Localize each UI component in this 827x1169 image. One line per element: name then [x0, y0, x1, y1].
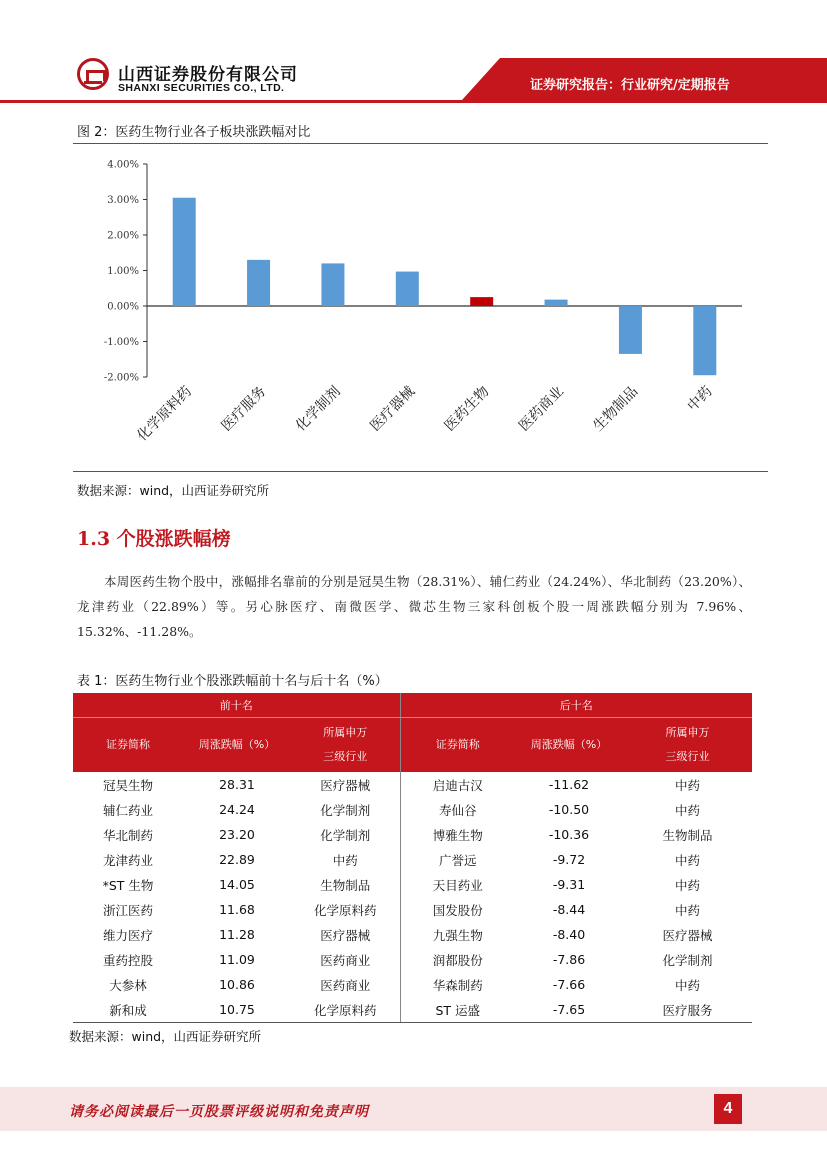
x-tick-label: 化学原料药 — [134, 383, 196, 445]
top-industry: 医疗器械 — [291, 922, 400, 947]
col-header-industry-line2: 三级行业 — [323, 750, 368, 763]
table-row — [73, 847, 752, 872]
top-industry: 化学原料药 — [291, 997, 400, 1023]
bottom-change: -10.36 — [548, 827, 590, 842]
col-header-industry-line2: 三级行业 — [665, 750, 710, 763]
disclaimer-notice: 请务必阅读最后一页股票评级说明和免责声明 — [69, 1104, 369, 1120]
bottom-name: 华森制药 — [432, 977, 483, 993]
figure-title: 图 2：医药生物行业各子板块涨跌幅对比 — [77, 125, 311, 140]
group-header-bottom: 后十名 — [400, 693, 752, 718]
table-row — [73, 922, 752, 947]
y-tick-label: 0.00% — [107, 301, 139, 313]
bottom-change: -9.31 — [552, 877, 586, 892]
bar — [693, 306, 716, 375]
top-change: 10.86 — [219, 977, 255, 992]
page-number: 4 — [714, 1094, 742, 1124]
table-row — [73, 997, 752, 1023]
top-change: 28.31 — [219, 777, 255, 792]
y-tick-label: -2.00% — [103, 372, 139, 384]
table-row — [73, 972, 752, 997]
top-change: 23.20 — [219, 827, 255, 842]
top-name: 大参林 — [109, 977, 147, 993]
top-change: 11.68 — [219, 902, 255, 917]
bottom-change: -10.50 — [548, 802, 590, 817]
figure-top-rule — [73, 143, 768, 144]
bottom-name: 博雅生物 — [432, 827, 483, 843]
top-industry: 化学制剂 — [291, 797, 400, 822]
top-name: 维力医疗 — [102, 927, 153, 943]
bottom-industry: 生物制品 — [662, 827, 713, 843]
bottom-change: -7.86 — [552, 952, 586, 967]
bottom-industry: 中药 — [674, 977, 700, 993]
bottom-change: -11.62 — [548, 777, 590, 792]
x-tick-label: 中药 — [684, 383, 716, 415]
col-header-industry-bottom — [623, 718, 752, 773]
y-tick-label: 3.00% — [107, 195, 139, 206]
table-row — [73, 772, 752, 797]
table-row — [73, 822, 752, 847]
company-name-en: SHANXI SECURITIES CO., LTD. — [118, 82, 285, 94]
col-header-industry-top — [291, 718, 400, 773]
table-row — [73, 872, 752, 897]
report-type: 证券研究报告：行业研究/定期报告 — [530, 78, 730, 93]
bottom-change: -7.66 — [552, 977, 586, 992]
top-industry: 医疗器械 — [291, 772, 400, 797]
figure-source: 数据来源：wind，山西证券研究所 — [77, 483, 270, 498]
bar — [321, 263, 344, 306]
table-row — [73, 897, 752, 922]
bar — [247, 260, 270, 306]
x-tick-label: 医药商业 — [515, 383, 567, 435]
top-industry: 中药 — [291, 847, 400, 872]
table-title: 表 1：医药生物行业个股涨跌幅前十名与后十名（%） — [77, 674, 388, 689]
col-header-industry-line1: 所属申万 — [665, 726, 710, 739]
bottom-name: 国发股份 — [432, 902, 483, 918]
top-name: 辅仁药业 — [102, 802, 153, 818]
bar — [619, 306, 642, 354]
table-source: 数据来源：wind，山西证券研究所 — [69, 1029, 262, 1044]
top-name: 浙江医药 — [102, 902, 153, 918]
y-tick-label: 4.00% — [107, 159, 139, 171]
x-tick-label: 医药生物 — [441, 383, 493, 435]
bottom-name: 启迪古汉 — [432, 777, 483, 793]
y-tick-label: 1.00% — [107, 266, 139, 277]
bottom-change: -9.72 — [552, 852, 586, 867]
top-name: *ST 生物 — [102, 877, 154, 893]
x-tick-label: 医疗服务 — [218, 383, 270, 435]
col-header-change-top: 周涨跌幅（%） — [183, 718, 291, 773]
top-industry: 化学原料药 — [291, 897, 400, 922]
top-name: 新和成 — [73, 997, 183, 1023]
section-title: 1.3 个股涨跌幅榜 — [77, 528, 231, 550]
sector-change-bar-chart — [77, 146, 777, 471]
top-change: 11.09 — [219, 952, 255, 967]
bar — [396, 272, 419, 306]
col-header-name-top: 证券简称 — [73, 718, 183, 773]
bottom-industry: 化学制剂 — [662, 952, 713, 968]
top-name: 冠昊生物 — [102, 777, 153, 793]
table-row — [73, 947, 752, 972]
bottom-name: 润都股份 — [432, 952, 483, 968]
bottom-industry: 中药 — [674, 802, 700, 818]
bottom-industry: 中药 — [674, 777, 700, 793]
bottom-industry: 医疗服务 — [623, 997, 752, 1023]
figure-bottom-rule — [73, 471, 768, 472]
company-logo-icon — [77, 58, 109, 90]
top-industry: 医药商业 — [291, 972, 400, 997]
bottom-change: -8.40 — [552, 927, 586, 942]
company-name-cn: 山西证券股份有限公司 — [118, 65, 298, 85]
bar — [470, 297, 493, 306]
bottom-industry: 中药 — [674, 902, 700, 918]
bottom-change: -7.65 — [515, 997, 623, 1023]
bottom-name: 广誉远 — [438, 852, 477, 868]
bottom-change: -8.44 — [552, 902, 586, 917]
x-tick-label: 生物制品 — [590, 383, 642, 435]
top-name: 龙津药业 — [102, 852, 153, 868]
col-header-industry-line1: 所属申万 — [323, 726, 368, 739]
top-industry: 生物制品 — [291, 872, 400, 897]
bottom-industry: 医疗器械 — [662, 927, 713, 943]
section-paragraph: 本周医药生物个股中，涨幅排名靠前的分别是冠昊生物（28.31%）、辅仁药业（24.24%）、华北制药（23.20%）、龙津药业（22.89%）等。另心脉医疗、南微医学、微芯生物三家科创板个股一周涨跌幅分别为 7.96%、15.32%、-11.28%。 — [77, 574, 751, 639]
top-change: 22.89 — [219, 852, 255, 867]
page-header — [0, 0, 827, 105]
bottom-industry: 中药 — [674, 852, 700, 868]
top-change: 10.75 — [183, 997, 291, 1023]
top-change: 14.05 — [219, 877, 255, 892]
bottom-name: 九强生物 — [432, 927, 483, 943]
col-header-name-bottom: 证券简称 — [400, 718, 515, 773]
y-tick-label: -1.00% — [103, 337, 139, 348]
top-change: 24.24 — [219, 802, 255, 817]
stock-ranking-table — [73, 693, 752, 1023]
bottom-name: ST 运盛 — [400, 997, 515, 1023]
y-tick-label: 2.00% — [107, 230, 139, 242]
table-row — [73, 797, 752, 822]
x-tick-label: 医疗器械 — [367, 383, 419, 435]
bottom-industry: 中药 — [674, 877, 700, 893]
top-name: 华北制药 — [102, 827, 153, 843]
top-industry: 化学制剂 — [291, 822, 400, 847]
bottom-name: 天目药业 — [432, 877, 483, 893]
top-industry: 医药商业 — [291, 947, 400, 972]
top-change: 11.28 — [219, 927, 255, 942]
x-tick-label: 化学制剂 — [292, 383, 344, 435]
bar — [545, 300, 568, 306]
top-name: 重药控股 — [102, 952, 153, 968]
col-header-change-bottom: 周涨跌幅（%） — [515, 718, 623, 773]
group-header-top: 前十名 — [73, 693, 400, 718]
bottom-name: 寿仙谷 — [438, 802, 477, 818]
bar — [173, 198, 196, 306]
